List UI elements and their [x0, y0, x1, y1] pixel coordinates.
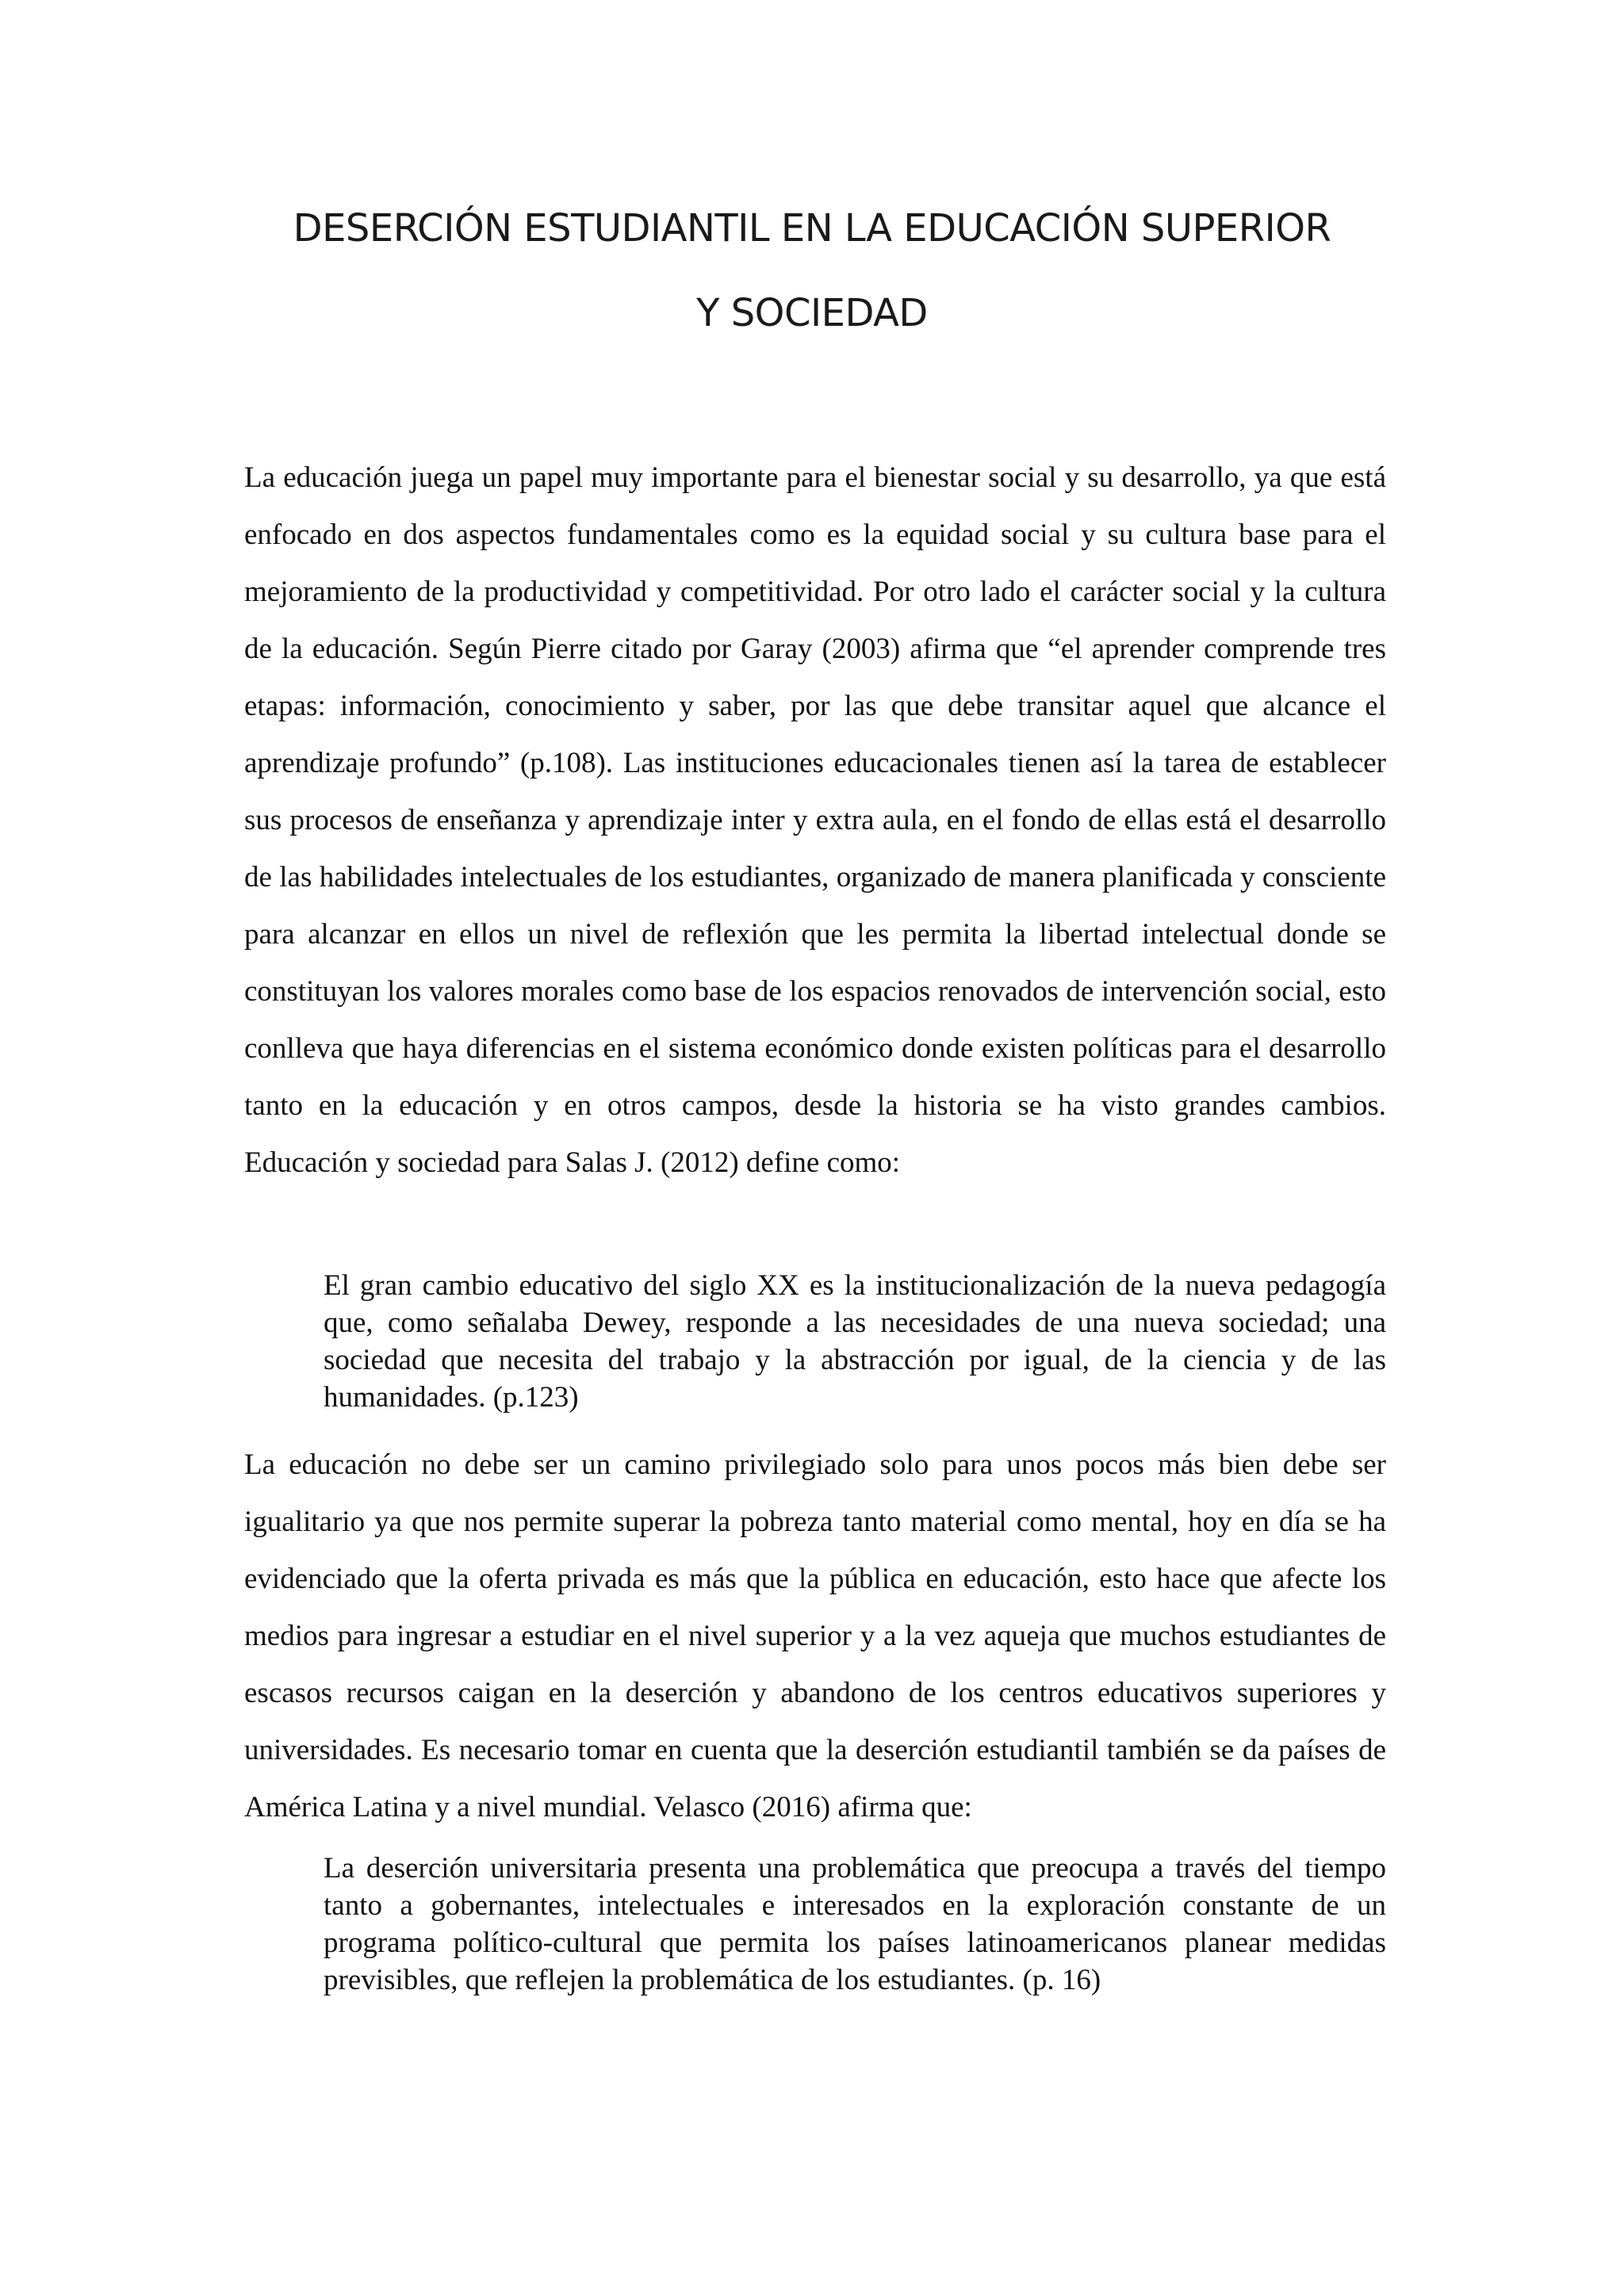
body-paragraph-2: La educación no debe ser un camino privilegiado solo para unos pocos más bien debe ser igualitario ya que nos permite superar la pobreza tanto material como mental, hoy en día se ha evidenciado que la oferta privada es más que la pública en educación, esto hace que afecte los medios para ingresar a estudiar en el nivel superior y a la vez aqueja que muchos estudiantes de escasos recursos caigan en la deserción y abandono de los centros educativos superiores y universidades. Es necesario tomar en cuenta que la deserción estudiantil también se da países de América Latina y a nivel mundial. Velasco (2016) afirma que:	[244, 1448, 1386, 1823]
document-title-line-1: DESERCIÓN ESTUDIANTIL EN LA EDUCACIÓN SUPERIOR	[293, 206, 1331, 251]
block-quote-2: La deserción universitaria presenta una problemática que preocupa a través del tiempo tanto a gobernantes, intelectuales e interesados en la exploración constante de un programa político-cultural que permita los países latinoamericanos planear medidas previsibles, que reflejen la problemática de los estudiantes. (p. 16)	[324, 1852, 1386, 1996]
document-title-line-2: Y SOCIEDAD	[696, 291, 928, 335]
block-quote-1: El gran cambio educativo del siglo XX es la institucionalización de la nueva pedagogía que, como señalaba Dewey, responde a las necesidades de una nueva sociedad; una sociedad que necesita del trabajo y la abstracción por igual, de la ciencia y de las humanidades. (p.123)	[324, 1269, 1386, 1414]
body-paragraph-1: La educación juega un papel muy importante para el bienestar social y su desarrollo, ya que está enfocado en dos aspectos fundamentales como es la equidad social y su cultura base para el mejoramiento de la productividad y competitividad. Por otro lado el carácter social y la cultura de la educación. Según Pierre citado por Garay (2003) afirma que “el aprender comprende tres etapas: información, conocimiento y saber, por las que debe transitar aquel que alcance el aprendizaje profundo” (p.108). Las instituciones educacionales tienen así la tarea de establecer sus procesos de enseñanza y aprendizaje inter y extra aula, en el fondo de ellas está el desarrollo de las habilidades intelectuales de los estudiantes, organizado de manera planificada y consciente para alcanzar en ellos un nivel de reflexión que les permita la libertad intelectual donde se constituyan los valores morales como base de los espacios renovados de intervención social, esto conlleva que haya diferencias en el sistema económico donde existen políticas para el desarrollo tanto en la educación y en otros campos, desde la historia se ha visto grandes cambios. Educación y sociedad para Salas J. (2012) define como:	[244, 461, 1386, 1179]
